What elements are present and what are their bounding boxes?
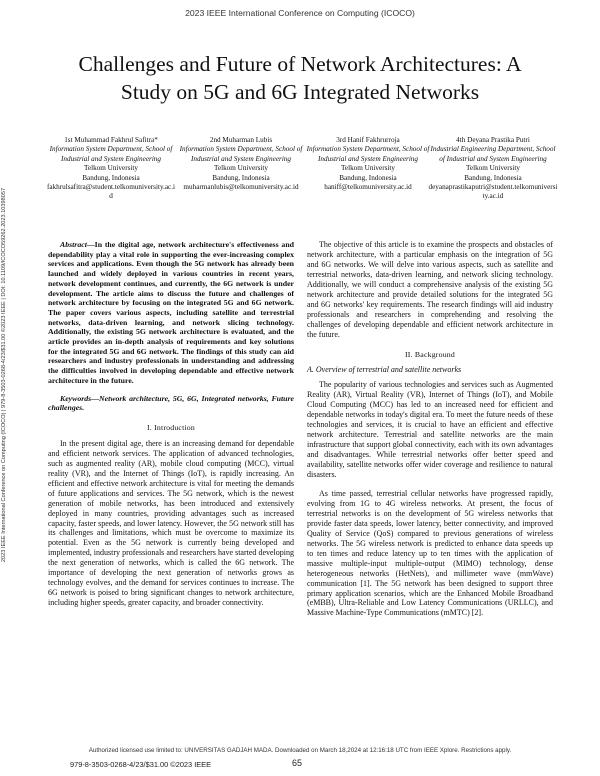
keywords: Keywords—Network architecture, 5G, 6G, Integrated networks, Future challenges. [48,393,294,413]
author-university: Telkom University [84,164,138,173]
subsection-heading-a: A. Overview of terrestrial and satellite networks [307,365,462,375]
background-paragraph-1: The popularity of various technologies and services such as Augmented Reality (AR), Virtual Reality (VR), Internet of Things (IoT), and Mobile Cloud Computing (MCC) has led to an increased need for efficient and dependable networks in today's digital era. To meet the future needs of these technologies and services, it is crucial to have an efficient and effective network architecture. Terrestrial and satellite networks are the main infrastructure that support global connectivity, each with its own advantages and disadvantages. While terrestrial networks offer better speed and availability, satellite networks offer wider coverage and resilience to natural disasters. [307,380,553,480]
left-column [48,240,294,608]
abstract [48,240,294,386]
author-email[interactable]: fakhrulsafitra@student.telkomuniversity.ac.id [46,183,176,201]
author-city: Bandung, Indonesia [339,173,397,182]
paper-title [40,50,560,106]
author-block-3 [303,136,433,192]
background-paragraph-2: As time passed, terrestrial cellular networks have progressed rapidly, evolving from 1G to 4G wireless networks. At present, the focus of terrestrial networks is on the development of 5G wireless networks that provide faster data speeds, lower latency, better connectivity, and improved Quality of Service (QoS) compared to previous generations of wireless networks. The 5G wireless network is predicted to enhance data speeds up to ten times and reduce latency up to ten times with the application of massive multiple-input multiple-output (MIMO) technology, dense heterogeneous networks (HetNets), and millimeter wave (mmWave) communication [1]. The 5G network has been designed to support three primary application scenarios, which are the Enhanced Mobile Broadband (eMBB), Ultra-Reliable and Low Latency Communications (URLLC), and Massive Machine-Type Communications (mMTC) [2]. [307,488,553,618]
author-dept: Industrial Engineering Department, School of Industrial and System Engineering [430,145,556,163]
title-line-1: Challenges and Future of Network Architectures: A [78,52,522,76]
author-email[interactable]: haniff@telkomuniversity.ac.id [324,183,412,192]
author-name: 3rd Hanif Fakhrurroja [336,136,400,144]
page-number: 65 [292,758,303,768]
author-university: Telkom University [214,164,268,173]
author-name: 2nd Muharman Lubis [209,136,273,144]
isbn-footer: 979-8-3503-0268-4/23/$31.00 ©2023 IEEE [70,760,212,769]
right-column [307,240,553,618]
author-name: 1st Muhammad Fakhrul Safitra* [64,136,158,144]
abstract-label: Abstract— [60,240,95,249]
side-doi-note: 2023 IEEE International Conference on Computing (ICOCO) | 979-8-3503-0268-4/23/$31.00 ©2023 IEEE | DOI: 10.1109/ICOCO59262.2023.10398057 [1,187,7,563]
section-heading-introduction: I. Introduction [146,422,196,432]
author-city: Bandung, Indonesia [212,173,270,182]
author-university: Telkom University [341,164,395,173]
section-heading-background: II. Background [405,349,455,359]
author-city: Bandung, Indonesia [82,173,140,182]
author-block-1 [46,136,176,202]
license-footer: Authorized licensed use limited to: UNIVERSITAS GADJAH MADA. Downloaded on March 18,2024 at 12:16:18 UTC from IEEE Xplore. Restrictions apply. [88,747,512,754]
objective-paragraph: The objective of this article is to examine the prospects and obstacles of network architecture, with a particular emphasis on the integration of 5G and 6G networks. We will delve into various aspects, such as satellite and terrestrial networks, data-driven learning, and network slicing technology. Additionally, we will conduct a comprehensive analysis of the existing 5G network architecture and provide detailed solutions for the integrated 5G and 6G networks' key requirements. The research findings will aid industry professionals and researchers in comprehending and resolving the challenges of developing dependable and efficient network architecture in the future. [307,240,553,339]
author-dept: Information System Department, School of Industrial and System Engineering [49,145,173,163]
abstract-text: In the digital age, network architecture's effectiveness and dependability play a vital role in supporting the ever-increasing complex services and applications. Even though the 5G network has already been launched and widely deployed in various countries in recent years, network development continues, and currently, the 6G network is under development. The article aims to discuss the future and challenges of network architecture by focusing on the integrated 5G and 6G network. The paper covers various aspects, including satellite and terrestrial networks, data-driven learning, and network slicing technology. Additionally, the existing 5G network architecture is evaluated, and the article provides an in-depth analysis of requirements and key solutions for the integrated 5G and 6G network. The findings of this study can aid researchers and industry professionals in understanding and addressing the difficulties involved in developing dependable and effective network architecture in the future. [48,240,294,385]
author-dept: Information System Department, School of Industrial and System Engineering [179,145,303,163]
author-email[interactable]: deyanaprastikaputri@student.telkomuniversity.ac.id [428,183,558,201]
conference-header: 2023 IEEE International Conference on Computing (ICOCO) [185,8,415,18]
title-line-2: Study on 5G and 6G Integrated Networks [120,80,480,104]
author-university: Telkom University [466,164,520,173]
author-email[interactable]: muharmanlubis@telkomuniversity.ac.id [183,183,299,192]
author-city: Bandung, Indonesia [464,173,522,182]
author-block-2 [176,136,306,192]
author-dept: Information System Department, School of Industrial and System Engineering [306,145,430,163]
author-block-4 [428,136,558,202]
introduction-paragraph: In the present digital age, there is an increasing demand for dependable and efficient network services. The application of advanced technologies, such as augmented reality (AR), mobile cloud computing (MCC), virtual reality (VR), and the Internet of Things (IoT), is rapidly increasing. An efficient and effective network architecture is vital for meeting the demands of future applications and services. The 5G network, which is the newest generation of mobile networks, has been introduced and extensively deployed in many countries, providing advantages such as increased capacity, faster speeds, and lower latency. However, the 5G network still has its challenges and limitations, which must be overcome to maximize its potential. Even as the 5G network is currently being developed and implemented, industry professionals and researchers have started developing the next generation of networks, which is called the 6G network. The importance of developing the next generation of networks grows as technology evolves, and the demand for services continues to increase. The 6G network is poised to bring significant changes to network architecture, including higher speeds, greater capacity, and broader connectivity. [48,438,294,608]
author-name: 4th Deyana Prastika Putri [456,136,530,144]
